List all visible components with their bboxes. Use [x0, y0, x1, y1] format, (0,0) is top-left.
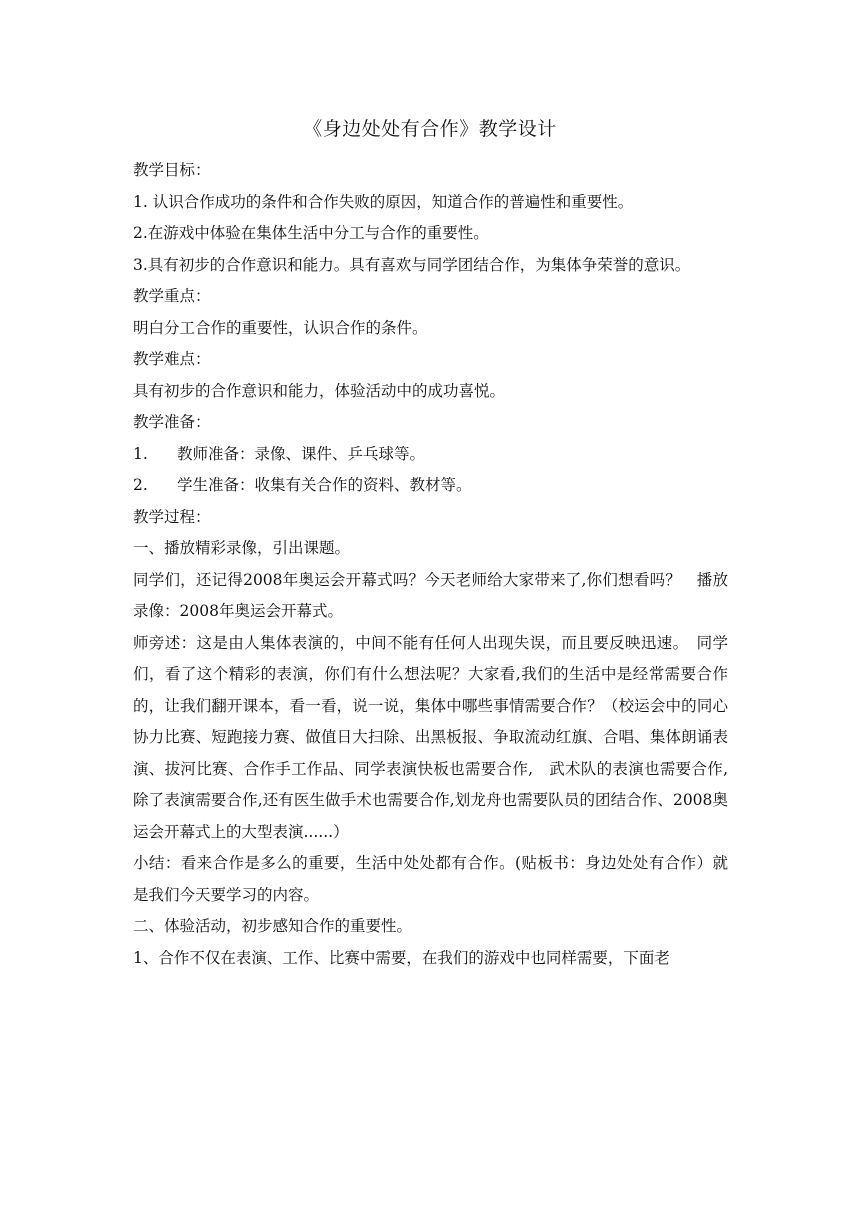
objective-item: 3.具有初步的合作意识和能力。具有喜欢与同学团结合作，为集体争荣誉的意识。: [133, 255, 691, 274]
step2-heading: 二、体验活动，初步感知合作的重要性。: [133, 917, 413, 935]
difficulties-heading: 教学难点：: [133, 350, 211, 368]
preparation-heading: 教学准备：: [133, 413, 211, 431]
document-body: [133, 155, 728, 974]
preparation-item-text: 学生准备：收集有关合作的资料、教材等。: [177, 476, 472, 494]
step2-paragraph: 1、合作不仅在表演、工作、比赛中需要，在我们的游戏中也同样需要，下面老: [133, 948, 670, 967]
key-points-heading: 教学重点：: [133, 287, 211, 305]
objective-item: 1. 认识合作成功的条件和合作失败的原因，知道合作的普遍性和重要性。: [133, 192, 634, 211]
step1-paragraph: 师旁述：这是由人集体表演的，中间不能有任何人出现失误，而且要反映迅速。 同学们，看了这个精彩的表演，你们有什么想法呢？大家看,我们的生活中是经常需要合作的，让我们翻开课本，看一看，说一说，集体中哪些事情需要合作？（校运会中的同心协力比赛、短跑接力赛、做值日大扫除、出黑板报、争取流动红旗、合唱、集体朗诵表演、拔河比赛、合作手工作品、同学表演快板也需要合作, 武术队的表演也需要合作,除了表演需要合作,还有医生做手术也需要合作,划龙舟也需要队员的团结合作、2008奥运会开幕式上的大型表演......）: [133, 633, 728, 841]
step1-heading: 一、播放精彩录像，引出课题。: [133, 539, 351, 557]
step1-paragraph: 同学们，还记得2008年奥运会开幕式吗？今天老师给大家带来了,你们想看吗？ 播放录像：2008年奥运会开幕式。: [133, 570, 728, 620]
key-points-text: 明白分工合作的重要性，认识合作的条件。: [133, 318, 428, 337]
document-title: 《身边处处有合作》教学设计: [303, 118, 557, 140]
objective-item: 2.在游戏中体验在集体生活中分工与合作的重要性。: [133, 224, 489, 242]
preparation-item: [133, 470, 728, 502]
preparation-item: [133, 439, 728, 471]
preparation-item-number: 2.: [133, 476, 148, 494]
preparation-item-number: 1.: [133, 444, 148, 463]
process-heading: 教学过程：: [133, 507, 211, 526]
preparation-item-text: 教师准备：录像、课件、乒乓球等。: [177, 444, 426, 463]
step1-summary: 小结：看来合作是多么的重要，生活中处处都有合作。(贴板书：身边处处有合作）就是我们今天要学习的内容。: [133, 854, 728, 904]
objectives-heading: 教学目标：: [133, 161, 211, 179]
difficulties-text: 具有初步的合作意识和能力，体验活动中的成功喜悦。: [133, 381, 506, 400]
